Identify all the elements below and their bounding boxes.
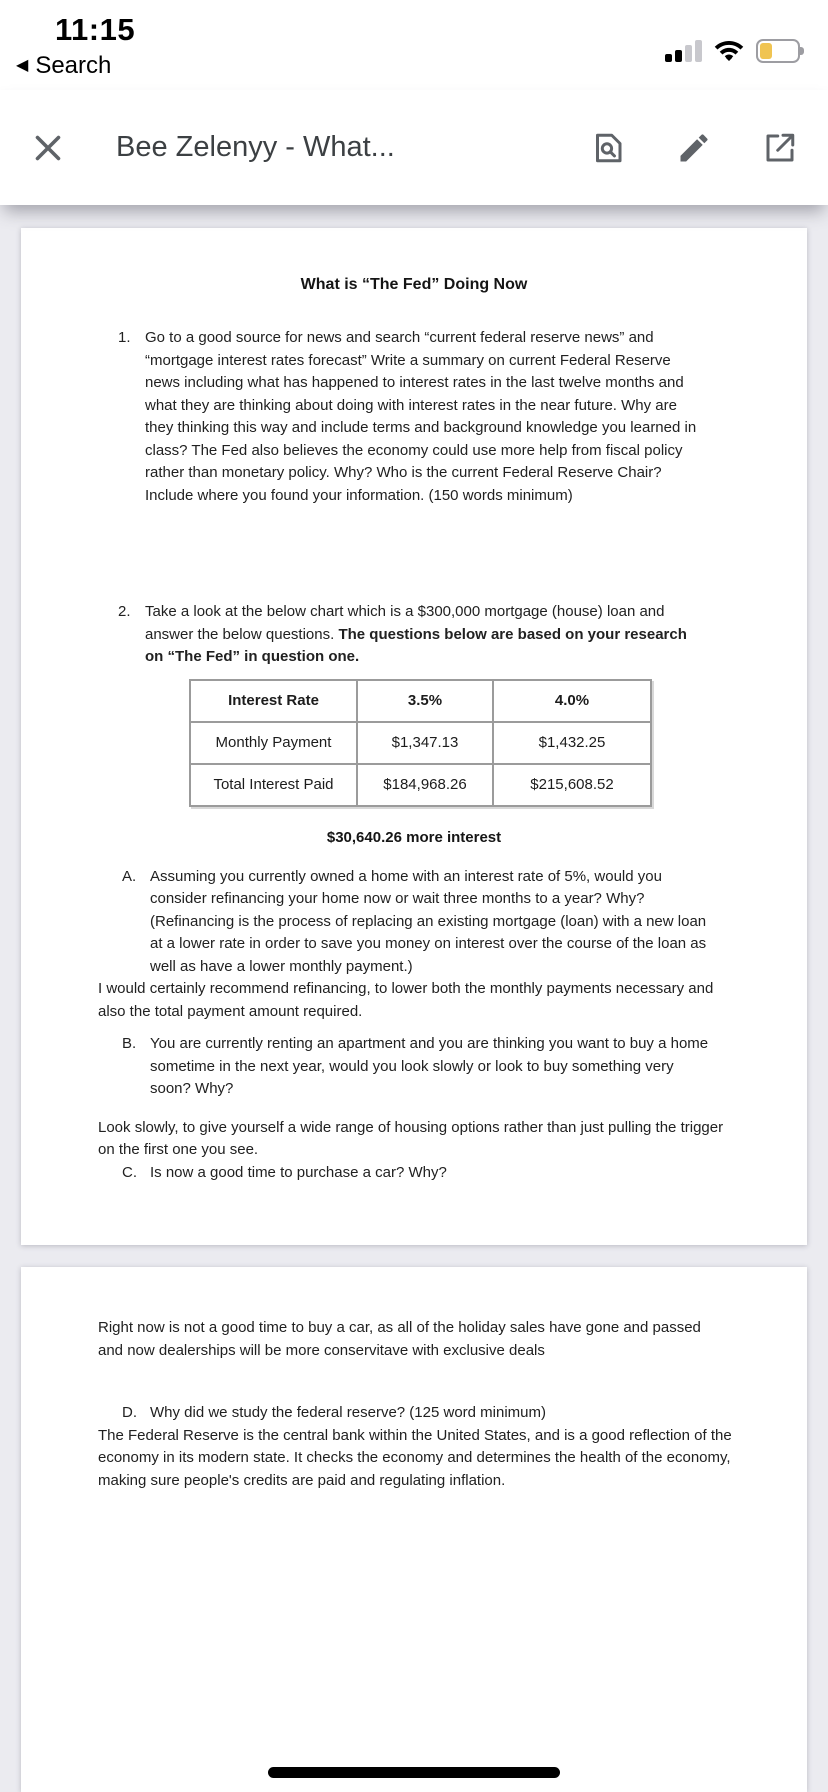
question-d-text: Why did we study the federal reserve? (125 word minimum): [150, 1404, 546, 1421]
answer-a: I would certainly recommend refinancing, to lower both the monthly payments necessary and also the total payment amount required.: [98, 980, 714, 1020]
question-2-bold: The questions below are based on your research on “The Fed” in question one.: [145, 625, 687, 665]
question-2: [118, 601, 730, 669]
question-2-text: [145, 601, 708, 669]
table-caption: $30,640.26 more interest: [326, 828, 502, 846]
answer-b: Look slowly, to give yourself a wide range of housing options rather than just pulling the trigger on the first one you see.: [98, 1118, 724, 1158]
list-marker: D.: [122, 1404, 137, 1421]
mortgage-table-wrap: [189, 679, 650, 807]
clock: 11:15: [55, 12, 136, 47]
question-a: [122, 866, 730, 979]
list-marker: C.: [122, 1163, 137, 1181]
back-triangle-icon: ◀: [16, 57, 29, 74]
back-to-search-button[interactable]: [16, 52, 111, 80]
status-bar: [0, 0, 828, 90]
question-c-text: Is now a good time to purchase a car? Why?: [150, 1163, 447, 1181]
table-header-row: [190, 680, 651, 722]
back-label: Search: [35, 52, 112, 79]
question-a-text: Assuming you currently owned a home with an interest rate of 5%, would you consider refinancing your home now or wait three months to a year? Why? (Refinancing is the process of replacing an existing mortgage (loan) with a new loan at a lower rate in order to save you money on interest over the course of the loan as well as have a lower monthly payment.): [150, 867, 707, 975]
find-in-document-icon[interactable]: [590, 130, 626, 166]
list-marker: 2.: [118, 603, 131, 620]
question-c: [122, 1162, 730, 1185]
toolbar-actions: [590, 130, 798, 166]
table-row: [190, 722, 651, 764]
question-2-normal: Take a look at the below chart which is a $300,000 mortgage (house) loan and answer the below questions.: [145, 603, 665, 643]
list-marker: 1.: [118, 329, 131, 346]
list-marker: A.: [122, 867, 137, 885]
signal-bar: [675, 50, 682, 62]
app-toolbar: [0, 90, 828, 205]
close-icon[interactable]: [30, 130, 66, 166]
question-b-text: You are currently renting an apartment and you are thinking you want to buy a home sometime in the next year, would you look slowly or look to buy something very soon? Why?: [150, 1035, 709, 1097]
table-cell: Interest Rate: [190, 680, 357, 722]
table-cell: $215,608.52: [493, 764, 651, 806]
list-marker: B.: [122, 1035, 137, 1052]
question-1-text: Go to a good source for news and search “current federal reserve news” and “mortgage interest rates forecast” Write a summary on current Federal Reserve news including what has happened to interest rates in the last twelve months and what they are thinking about doing with interest rates in the near future. Why are they thinking this way and include terms and background knowledge you learned in class? The Fed also believes the economy could use more help from fiscal policy rather than monetary policy. Why? Who is the current Federal Reserve Chair? Include where you found your information. (150 words minimum): [145, 329, 697, 504]
battery-nub: [800, 47, 804, 55]
status-icons: [665, 38, 806, 64]
battery-icon: [756, 39, 806, 63]
document-page-2: [21, 1267, 807, 1792]
table-cell: $1,432.25: [493, 722, 651, 764]
table-cell: 4.0%: [493, 680, 651, 722]
document-title: Bee Zelenyy - What...: [116, 131, 395, 163]
cellular-signal-icon: [665, 40, 702, 62]
document-page-1: [21, 228, 807, 1245]
page-title: What is “The Fed” Doing Now: [300, 276, 528, 293]
signal-bar: [685, 45, 692, 62]
answer-c: Right now is not a good time to buy a car, as all of the holiday sales have gone and passed and now dealerships will be more conservitave with exclusive deals: [98, 1319, 701, 1359]
mortgage-table: [189, 679, 652, 807]
table-cell: $1,347.13: [357, 722, 493, 764]
open-in-icon[interactable]: [762, 130, 798, 166]
battery-fill: [760, 43, 772, 59]
document-scroll-area[interactable]: [0, 205, 828, 1792]
answer-d: The Federal Reserve is the central bank within the United States, and is a good reflection of the economy in its modern state. It checks the economy and determines the health of the economy, making sure people's credits are paid and regulating inflation.: [98, 1426, 732, 1489]
table-row: [190, 764, 651, 806]
question-d: [122, 1402, 730, 1425]
signal-bar: [665, 54, 672, 62]
table-cell: Monthly Payment: [190, 722, 357, 764]
question-1: [118, 327, 730, 507]
edit-pencil-icon[interactable]: [676, 130, 712, 166]
table-cell: Total Interest Paid: [190, 764, 357, 806]
question-b: [122, 1033, 730, 1101]
signal-bar: [695, 40, 702, 62]
home-indicator[interactable]: [268, 1767, 560, 1778]
table-cell: $184,968.26: [357, 764, 493, 806]
table-cell: 3.5%: [357, 680, 493, 722]
wifi-icon: [714, 40, 744, 63]
